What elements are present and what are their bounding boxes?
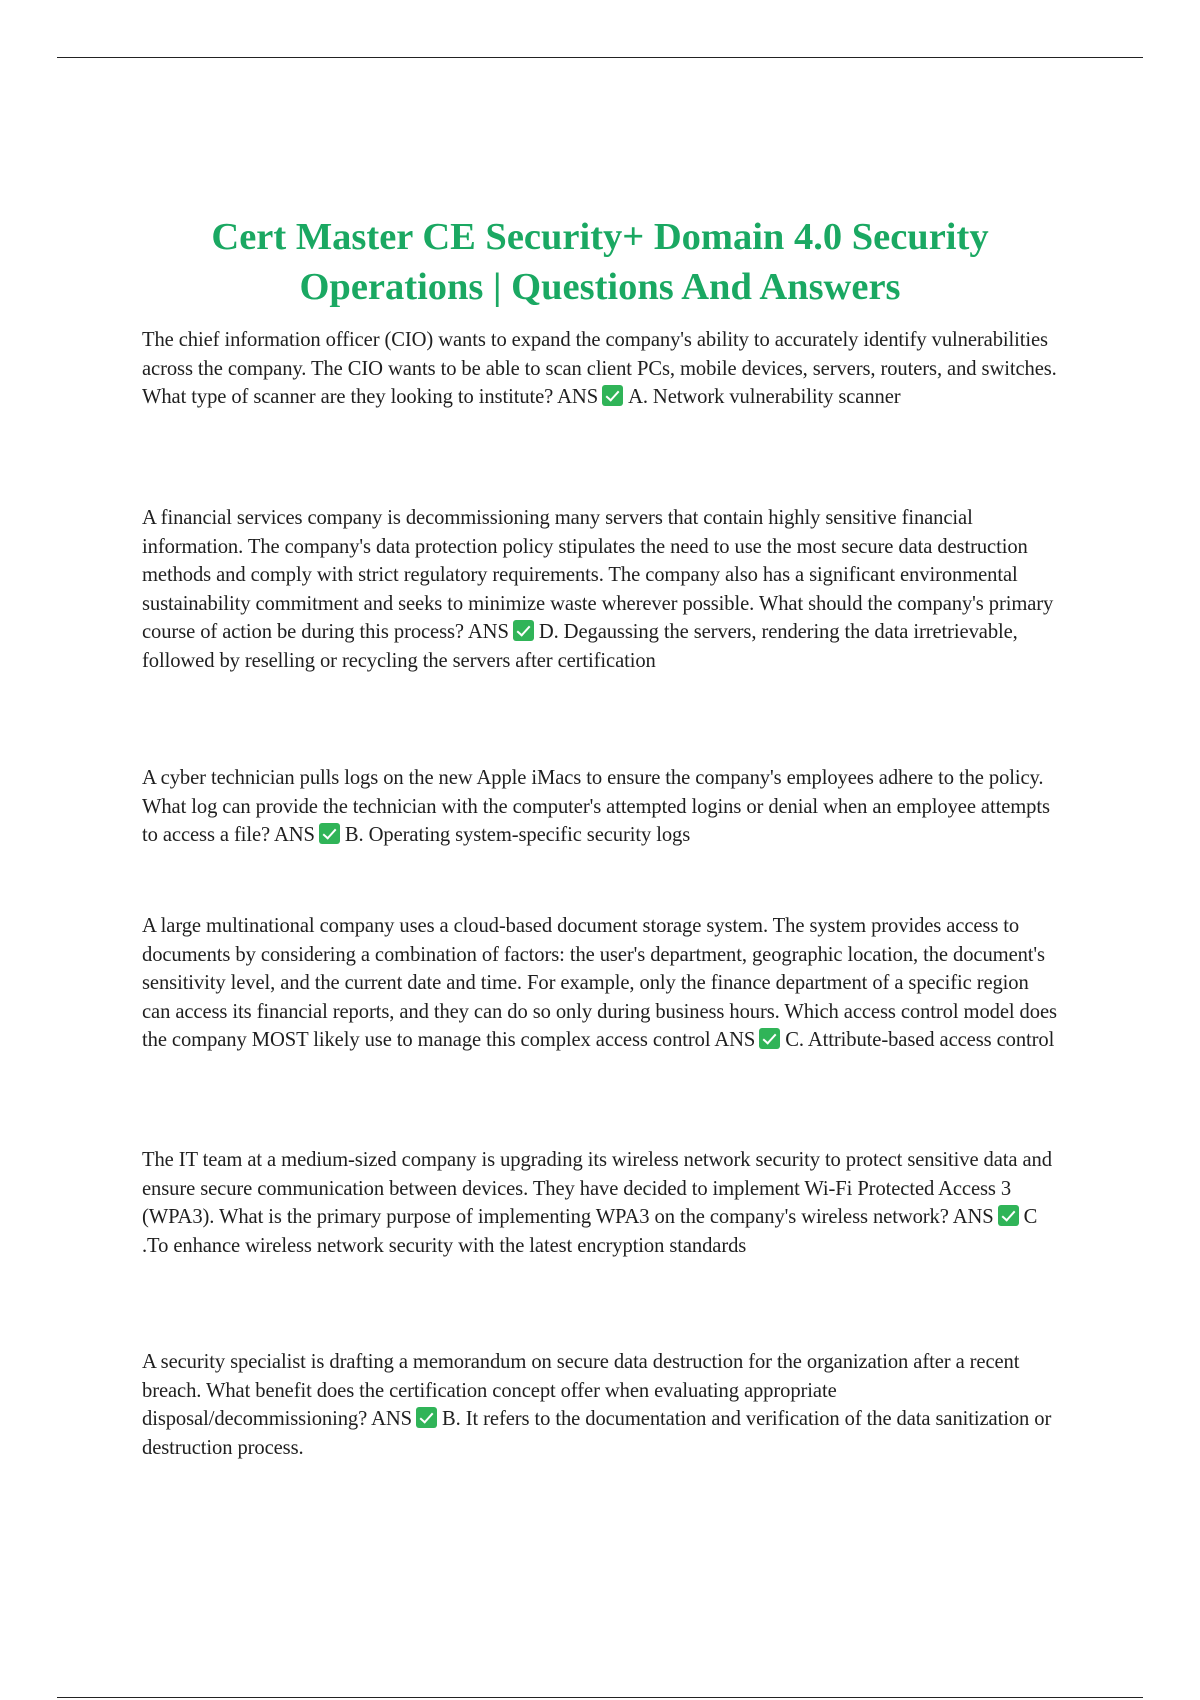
answer-marker: ANS <box>274 824 315 847</box>
document-title-line-2: Operations | Questions And Answers <box>299 266 901 308</box>
answer-marker: ANS <box>714 1029 756 1052</box>
bottom-rule <box>57 1697 1143 1698</box>
answer-text: B. Operating system-specific security logs <box>344 824 691 847</box>
document-title <box>120 212 1080 312</box>
question-text: A security specialist is drafting a memorandum on secure data destruction for the organization after a recent breach. What benefit does the certification concept offer when evaluating appropriate disposal/decommissioning? <box>142 1351 1020 1431</box>
question-text: The chief information officer (CIO) wants to expand the company's ability to accurately identify vulnerabilities across the company. The CIO wants to be able to scan client PCs, mobile devices, servers, routers, and switches. What type of scanner are they looking to institute? <box>142 329 1057 409</box>
qa-item-2 <box>142 504 1062 676</box>
question-text: A large multinational company uses a cloud-based document storage system. The system provides access to documents by considering a combination of factors: the user's department, geographic location, the document's sensitivity level, and the current date and time. For example, only the finance department of a specific region can access its financial reports, and they can do so only during business hours. Which access control model does the company MOST likely use to manage this complex access control <box>142 915 1057 1052</box>
answer-text: C. Attribute-based access control <box>785 1029 1055 1052</box>
answer-marker: ANS <box>557 386 599 409</box>
qa-item-4 <box>142 912 1062 1055</box>
qa-item-5 <box>142 1146 1062 1260</box>
answer-text: C .To enhance wireless network security with the latest encryption standards <box>142 1206 1038 1257</box>
document-title-line-1: Cert Master CE Security+ Domain 4.0 Security <box>211 216 989 258</box>
check-mark-icon <box>319 823 340 844</box>
answer-text: A. Network vulnerability scanner <box>628 386 901 409</box>
answer-marker: ANS <box>952 1206 994 1229</box>
check-mark-icon <box>998 1205 1019 1226</box>
qa-item-3 <box>142 764 1062 850</box>
check-mark-icon <box>602 385 623 406</box>
question-text: The IT team at a medium-sized company is upgrading its wireless network security to protect sensitive data and ensure secure communication between devices. They have decided to implement Wi-Fi Protected Access 3 (WPA3). What is the primary purpose of implementing WPA3 on the company's wireless network? <box>142 1149 1052 1229</box>
check-mark-icon <box>416 1407 437 1428</box>
question-text: A cyber technician pulls logs on the new Apple iMacs to ensure the company's employees adhere to the policy. What log can provide the technician with the computer's attempted logins or denial when an employee attempts to access a file? <box>142 767 1050 847</box>
qa-item-1 <box>142 326 1062 412</box>
check-mark-icon <box>759 1028 780 1049</box>
qa-item-6 <box>142 1348 1062 1462</box>
answer-text: B. It refers to the documentation and verification of the data sanitization or destruction process. <box>142 1408 1052 1459</box>
answer-marker: ANS <box>467 621 509 644</box>
top-rule <box>57 57 1143 58</box>
question-text: A financial services company is decommissioning many servers that contain highly sensitive financial information. The company's data protection policy stipulates the need to use the most secure data destruction methods and comply with strict regulatory requirements. The company also has a significant environmental sustainability commitment and seeks to minimize waste wherever possible. What should the company's primary course of action be during this process? <box>142 507 1054 644</box>
check-mark-icon <box>513 620 534 641</box>
answer-text: D. Degaussing the servers, rendering the data irretrievable, followed by reselling or recycling the servers after certification <box>142 621 1018 672</box>
answer-marker: ANS <box>371 1408 412 1431</box>
